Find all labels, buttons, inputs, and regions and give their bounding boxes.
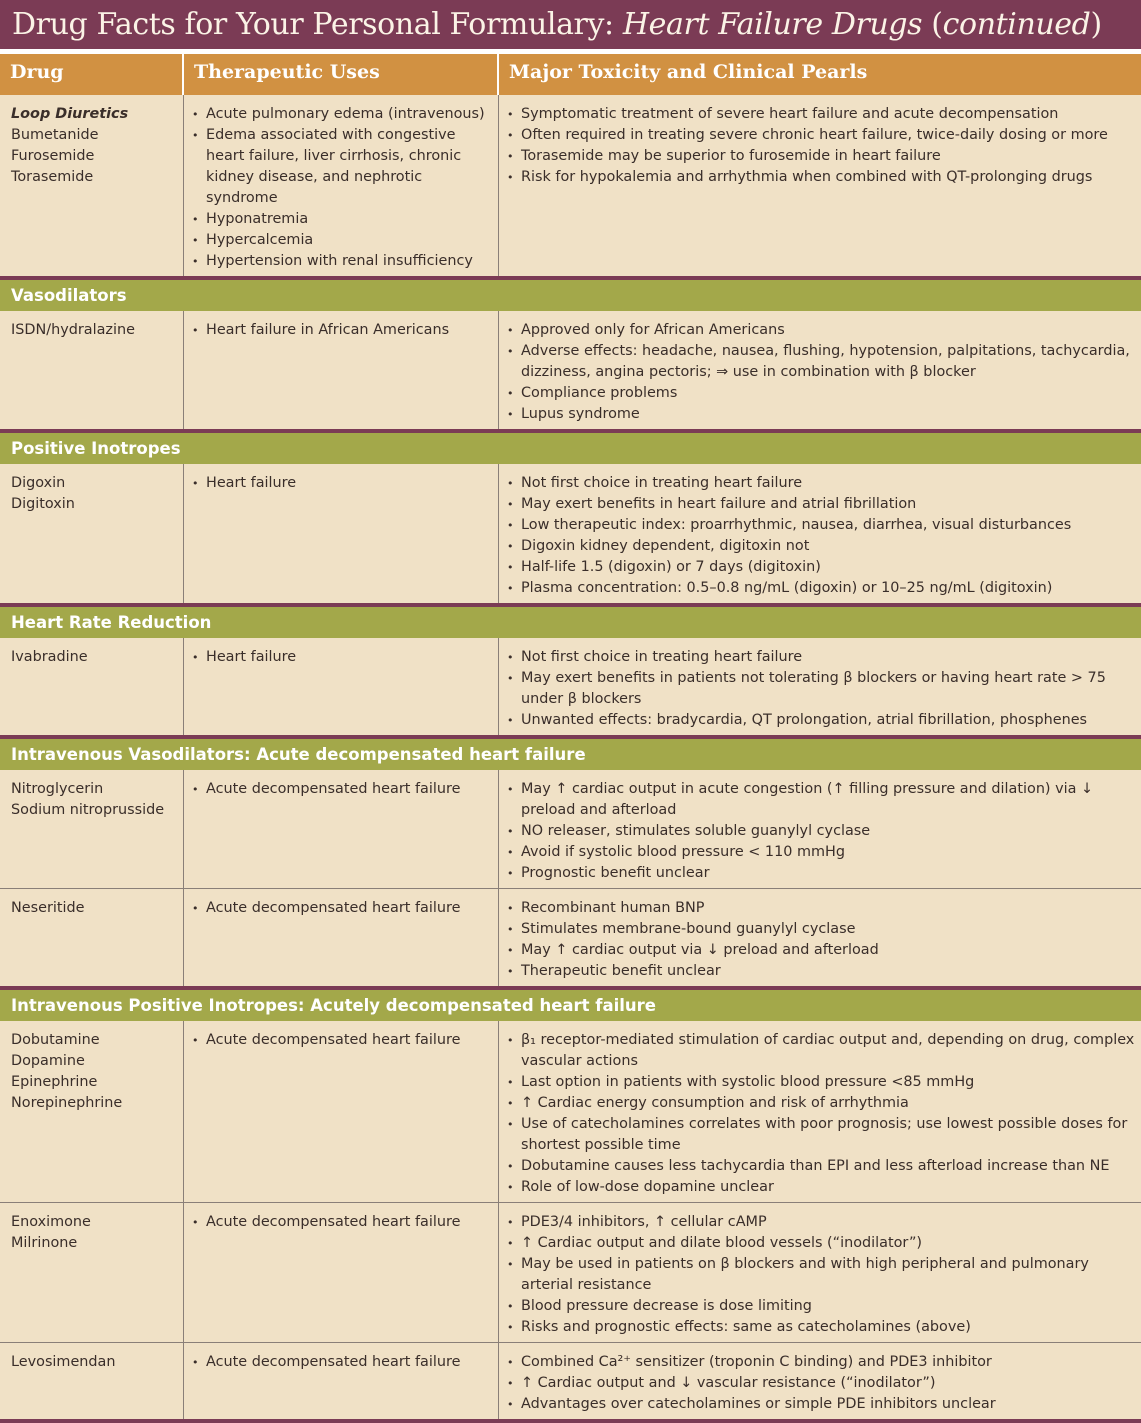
drug-name: Epinephrine: [11, 1074, 98, 1090]
drug-name: Enoximone: [11, 1214, 91, 1230]
page-title: [0, 0, 1141, 49]
toxicity-pearls-cell: [499, 770, 1141, 888]
toxicity-pearls-cell: [499, 311, 1141, 429]
uses-list: [192, 473, 492, 494]
section-header: Positive Inotropes: [0, 429, 1141, 464]
column-header-drug: Drug: [0, 54, 184, 95]
pearl-item: • ↑ Cardiac output and dilate blood vessels (“inodilator”): [507, 1233, 1135, 1254]
uses-list: [192, 647, 492, 668]
pearl-item: • May be used in patients on β blockers and with high peripheral and pulmonary arterial resistance: [507, 1254, 1135, 1296]
drug-name: Milrinone: [11, 1235, 78, 1251]
pearl-item: • β₁ receptor-mediated stimulation of cardiac output and, depending on drug, complex vascular actions: [507, 1030, 1135, 1072]
title-main: Drug Facts for Your Personal Formulary:: [12, 7, 623, 42]
drug-cell: [0, 1021, 184, 1202]
pearl-item: • Lupus syndrome: [507, 404, 1135, 425]
title-topic: Heart Failure Drugs: [622, 7, 923, 42]
pearl-item: • Approved only for African Americans: [507, 320, 1135, 341]
pearl-item: • Not first choice in treating heart failure: [507, 473, 1135, 494]
pearl-item: • Combined Ca²⁺ sensitizer (troponin C binding) and PDE3 inhibitor: [507, 1352, 1135, 1373]
pearl-item: • Dobutamine causes less tachycardia than EPI and less afterload increase than NE: [507, 1156, 1135, 1177]
table-row: [0, 1203, 1141, 1343]
uses-list: [192, 779, 492, 800]
use-item: • Acute decompensated heart failure: [192, 1030, 492, 1051]
pearl-item: • Role of low-dose dopamine unclear: [507, 1177, 1135, 1198]
drug-cell: [0, 1203, 184, 1342]
toxicity-pearls-cell: [499, 464, 1141, 603]
drug-name: Ivabradine: [11, 649, 88, 665]
pearl-item: • Torasemide may be superior to furosemide in heart failure: [507, 146, 1135, 167]
drug-name: Sodium nitroprusside: [11, 802, 165, 818]
pearls-list: [507, 779, 1135, 884]
table-row: [0, 770, 1141, 889]
drug-cell: [0, 311, 184, 429]
pearl-item: • Stimulates membrane-bound guanylyl cyclase: [507, 919, 1135, 940]
toxicity-pearls-cell: [499, 95, 1141, 276]
table-body: [0, 95, 1141, 1419]
drug-class-name: Loop Diuretics: [11, 106, 129, 122]
title-continued: continued: [942, 7, 1091, 42]
use-item: • Acute decompensated heart failure: [192, 779, 492, 800]
section-header: Vasodilators: [0, 276, 1141, 311]
drug-cell: [0, 464, 184, 603]
pearl-item: • May ↑ cardiac output via ↓ preload and afterload: [507, 940, 1135, 961]
pearl-item: • Risk for hypokalemia and arrhythmia when combined with QT-prolonging drugs: [507, 167, 1135, 188]
pearl-item: • ↑ Cardiac output and ↓ vascular resistance (“inodilator”): [507, 1373, 1135, 1394]
pearl-item: • Low therapeutic index: proarrhythmic, nausea, diarrhea, visual disturbances: [507, 515, 1135, 536]
use-item: • Acute pulmonary edema (intravenous): [192, 104, 492, 125]
table-row: [0, 464, 1141, 603]
use-item: • Acute decompensated heart failure: [192, 1352, 492, 1373]
pearl-item: • Plasma concentration: 0.5–0.8 ng/mL (digoxin) or 10–25 ng/mL (digitoxin): [507, 578, 1135, 599]
drug-name: Dobutamine: [11, 1032, 100, 1048]
pearl-item: • Last option in patients with systolic blood pressure <85 mmHg: [507, 1072, 1135, 1093]
pearl-item: • May exert benefits in heart failure and atrial fibrillation: [507, 494, 1135, 515]
therapeutic-uses-cell: [184, 1343, 499, 1419]
pearl-item: • Compliance problems: [507, 383, 1135, 404]
pearl-item: • May exert benefits in patients not tolerating β blockers or having heart rate > 75 under β blockers: [507, 668, 1135, 710]
pearl-item: • Unwanted effects: bradycardia, QT prolongation, atrial fibrillation, phosphenes: [507, 710, 1135, 731]
therapeutic-uses-cell: [184, 889, 499, 986]
toxicity-pearls-cell: [499, 889, 1141, 986]
drug-name: Nitroglycerin: [11, 781, 104, 797]
column-header-toxicity-pearls: Major Toxicity and Clinical Pearls: [499, 54, 1141, 95]
therapeutic-uses-cell: [184, 95, 499, 276]
use-item: • Hyponatremia: [192, 209, 492, 230]
use-item: • Acute decompensated heart failure: [192, 898, 492, 919]
pearls-list: [507, 1212, 1135, 1338]
therapeutic-uses-cell: [184, 464, 499, 603]
table-row: [0, 638, 1141, 735]
toxicity-pearls-cell: [499, 1021, 1141, 1202]
drug-cell: [0, 638, 184, 735]
pearl-item: • Risks and prognostic effects: same as catecholamines (above): [507, 1317, 1135, 1338]
pearl-item: • Avoid if systolic blood pressure < 110 mmHg: [507, 842, 1135, 863]
uses-list: [192, 104, 492, 272]
pearl-item: • NO releaser, stimulates soluble guanylyl cyclase: [507, 821, 1135, 842]
uses-list: [192, 1352, 492, 1373]
therapeutic-uses-cell: [184, 638, 499, 735]
pearl-item: • Symptomatic treatment of severe heart failure and acute decompensation: [507, 104, 1135, 125]
pearl-item: • ↑ Cardiac energy consumption and risk of arrhythmia: [507, 1093, 1135, 1114]
pearl-item: • Prognostic benefit unclear: [507, 863, 1135, 884]
table-row: [0, 1343, 1141, 1419]
use-item: • Heart failure: [192, 647, 492, 668]
use-item: • Hypertension with renal insufficiency: [192, 251, 492, 272]
table-header-row: [0, 54, 1141, 95]
pearl-item: • Recombinant human BNP: [507, 898, 1135, 919]
table-bottom-rule: [0, 1419, 1141, 1423]
section-header: Intravenous Vasodilators: Acute decompensated heart failure: [0, 735, 1141, 770]
pearls-list: [507, 473, 1135, 599]
section-header: Intravenous Positive Inotropes: Acutely decompensated heart failure: [0, 986, 1141, 1021]
table-row: [0, 311, 1141, 429]
pearls-list: [507, 1030, 1135, 1198]
pearl-item: • PDE3/4 inhibitors, ↑ cellular cAMP: [507, 1212, 1135, 1233]
section-header: Heart Rate Reduction: [0, 603, 1141, 638]
therapeutic-uses-cell: [184, 770, 499, 888]
use-item: • Heart failure: [192, 473, 492, 494]
pearl-item: • Adverse effects: headache, nausea, flushing, hypotension, palpitations, tachycardia, dizziness, angina pectoris; ⇒ use in combination with β blocker: [507, 341, 1135, 383]
pearls-list: [507, 647, 1135, 731]
drug-facts-table: [0, 54, 1141, 1423]
toxicity-pearls-cell: [499, 1343, 1141, 1419]
drug-name: Digoxin: [11, 475, 66, 491]
drug-name: Neseritide: [11, 900, 85, 916]
table-row: [0, 1021, 1141, 1203]
pearl-item: • Advantages over catecholamines or simple PDE inhibitors unclear: [507, 1394, 1135, 1415]
toxicity-pearls-cell: [499, 1203, 1141, 1342]
pearl-item: • May ↑ cardiac output in acute congestion (↑ filling pressure and dilation) via ↓ preload and afterload: [507, 779, 1135, 821]
uses-list: [192, 1212, 492, 1233]
pearls-list: [507, 320, 1135, 425]
drug-name: Dopamine: [11, 1053, 85, 1069]
uses-list: [192, 320, 492, 341]
table-row: [0, 95, 1141, 276]
uses-list: [192, 898, 492, 919]
pearl-item: • Blood pressure decrease is dose limiting: [507, 1296, 1135, 1317]
column-header-therapeutic-uses: Therapeutic Uses: [184, 54, 499, 95]
pearl-item: • Half-life 1.5 (digoxin) or 7 days (digitoxin): [507, 557, 1135, 578]
drug-name: Torasemide: [11, 169, 94, 185]
title-paren-open: (: [922, 7, 943, 42]
drug-name: Levosimendan: [11, 1354, 116, 1370]
pearl-item: • Digoxin kidney dependent, digitoxin not: [507, 536, 1135, 557]
drug-name: Digitoxin: [11, 496, 75, 512]
pearl-item: • Therapeutic benefit unclear: [507, 961, 1135, 982]
use-item: • Acute decompensated heart failure: [192, 1212, 492, 1233]
use-item: • Edema associated with congestive heart failure, liver cirrhosis, chronic kidney disease, and nephrotic syndrome: [192, 125, 492, 209]
pearl-item: • Not first choice in treating heart failure: [507, 647, 1135, 668]
drug-cell: [0, 1343, 184, 1419]
pearls-list: [507, 898, 1135, 982]
drug-cell: [0, 889, 184, 986]
therapeutic-uses-cell: [184, 1021, 499, 1202]
use-item: • Heart failure in African Americans: [192, 320, 492, 341]
drug-cell: [0, 770, 184, 888]
toxicity-pearls-cell: [499, 638, 1141, 735]
drug-cell: [0, 95, 184, 276]
therapeutic-uses-cell: [184, 311, 499, 429]
drug-name: ISDN/hydralazine: [11, 322, 135, 338]
title-paren-close: ): [1090, 7, 1102, 42]
pearl-item: • Use of catecholamines correlates with poor prognosis; use lowest possible doses for shortest possible time: [507, 1114, 1135, 1156]
drug-name: Norepinephrine: [11, 1095, 123, 1111]
drug-name: Bumetanide: [11, 127, 99, 143]
pearls-list: [507, 1352, 1135, 1415]
therapeutic-uses-cell: [184, 1203, 499, 1342]
use-item: • Hypercalcemia: [192, 230, 492, 251]
pearls-list: [507, 104, 1135, 188]
table-row: [0, 889, 1141, 986]
drug-name: Furosemide: [11, 148, 95, 164]
uses-list: [192, 1030, 492, 1051]
pearl-item: • Often required in treating severe chronic heart failure, twice-daily dosing or more: [507, 125, 1135, 146]
